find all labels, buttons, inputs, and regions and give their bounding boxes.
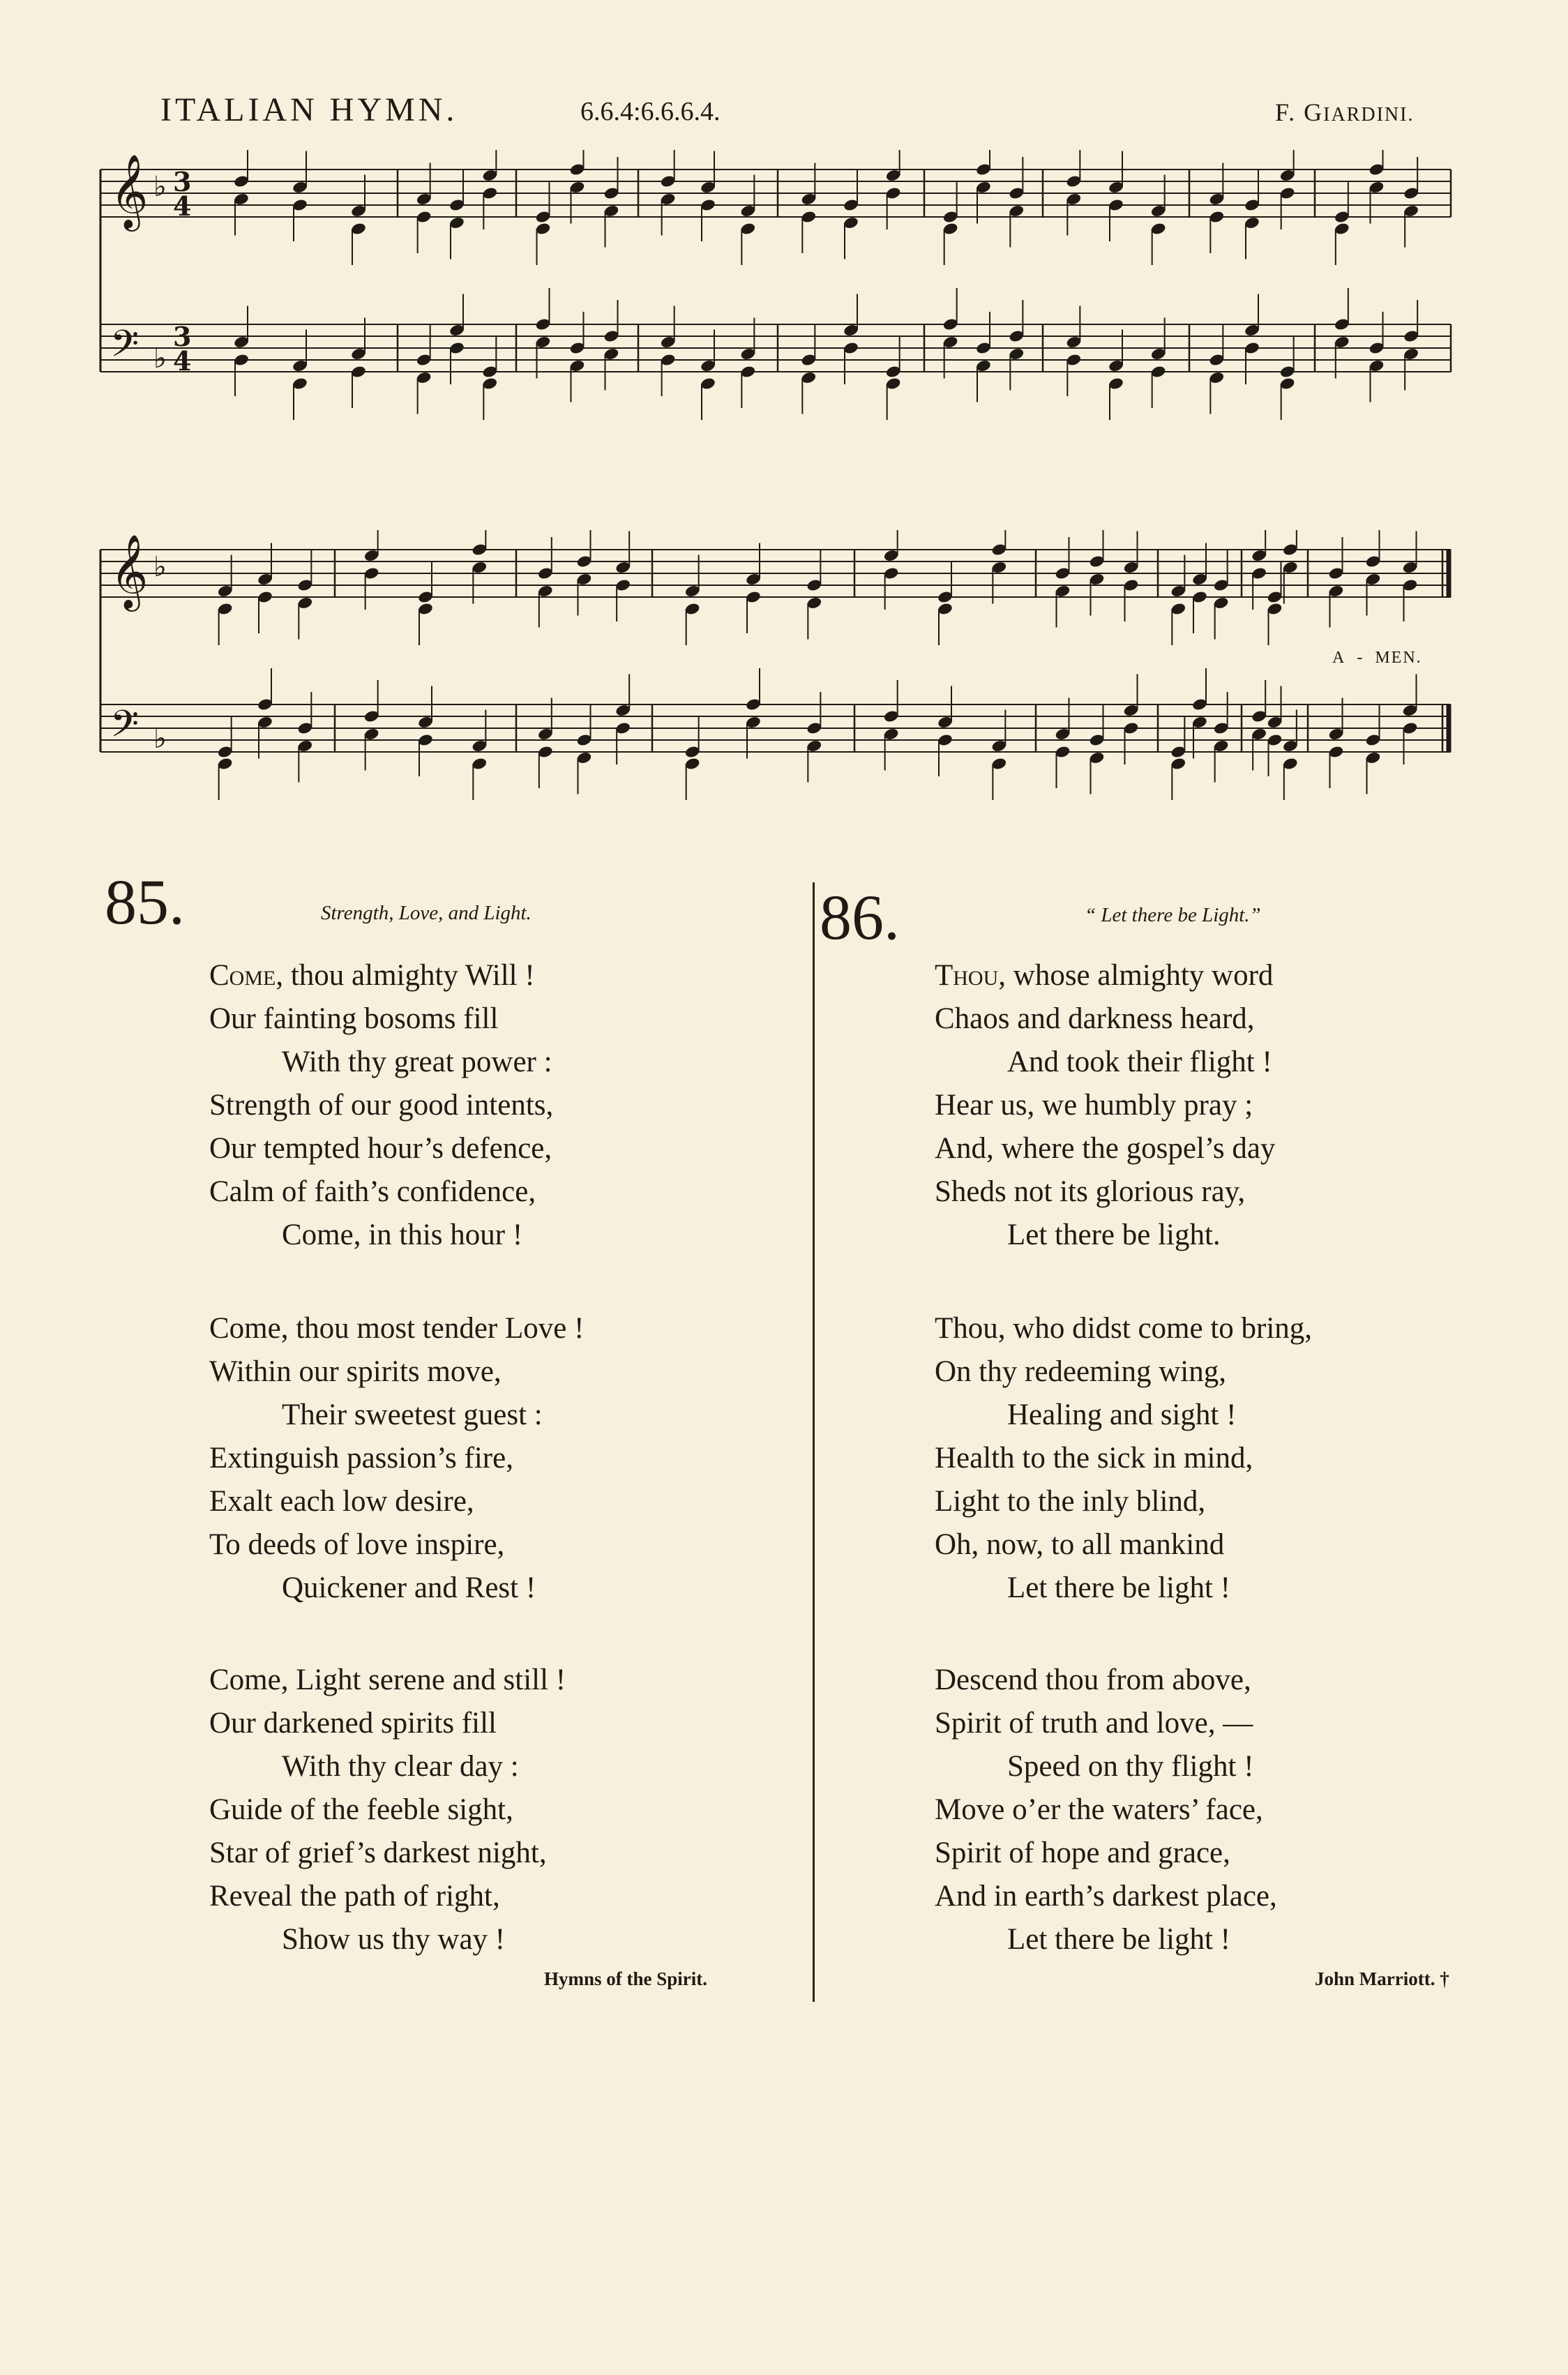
time-sig-top: 3 [173,321,192,352]
time-sig-top: 3 [173,166,192,197]
bass-clef: 𝄢 [110,323,140,375]
tune-meter: 6.6.4:6.6.6.4. [580,97,721,126]
key-flat: ♭ [153,171,167,203]
hymn-85-subtitle: Strength, Love, and Light. [321,902,532,924]
hymn-85-attribution: Hymns of the Spirit. [544,1968,708,1989]
composer-name: F. GIARDINI. [1275,98,1415,126]
music-system-2 [98,530,1458,837]
column-divider [813,882,815,2002]
tune-title: ITALIAN HYMN. [160,91,458,128]
hymn-85-stanza-3: Come, Light serene and still ! Our darkened spirits fill With thy clear day : Guide of the feeble sight, Star of grief’s darkest night, Reveal the path of right, Show us thy way ! [209,1664,566,1956]
hymn-86-attribution: John Marriott. † [1315,1968,1449,1989]
bass-clef: 𝄢 [110,703,140,755]
hymn-85-stanza-1: Come, thou almighty Will ! Our fainting bosoms fill With thy great power : Strength of our good intents, Our tempted hour’s defence, Calm of faith’s confidence, Come, in this hour ! [209,959,554,1251]
time-sig-bottom: 4 [173,345,192,377]
hymn-86-stanza-2: Thou, who didst come to bring, On thy redeeming wing, Healing and sight ! Health to the sick in mind, Light to the inly blind, Oh, now, to all mankind Let there be light ! [935,1312,1313,1604]
hymn-86-number: 86. [820,882,900,953]
tune-header [0,91,1568,133]
key-flat: ♭ [153,342,167,375]
key-flat: ♭ [153,551,167,583]
time-sig-bottom: 4 [173,190,192,222]
treble-clef: 𝄞 [110,534,149,608]
music-notation-system-1 [98,150,1458,457]
hymn-86-stanza-3: Descend thou from above, Spirit of truth and love, — Speed on thy flight ! Move o’er the waters’ face, Spirit of hope and grace, And in earth’s darkest place, Let there be light ! [935,1664,1277,1956]
amen-lyric: A - MEN. [1332,649,1422,667]
treble-clef: 𝄞 [110,153,149,228]
hymn-85-number: 85. [105,866,185,937]
music-notation-system-2 [98,530,1458,837]
hymn-86-subtitle: “ Let there be Light.” [1085,904,1261,926]
hymn-86-stanza-1: Thou, whose almighty word Chaos and darkness heard, And took their flight ! Hear us, we humbly pray ; And, where the gospel’s day Sheds not its glorious ray, Let there be light. [935,959,1276,1251]
key-flat: ♭ [153,723,167,755]
music-system-1 [98,150,1458,457]
hymn-85-stanza-2: Come, thou most tender Love ! Within our spirits move, Their sweetest guest : Extinguish passion’s fire, Exalt each low desire, To deeds of love inspire, Quickener and Rest ! [209,1312,585,1604]
